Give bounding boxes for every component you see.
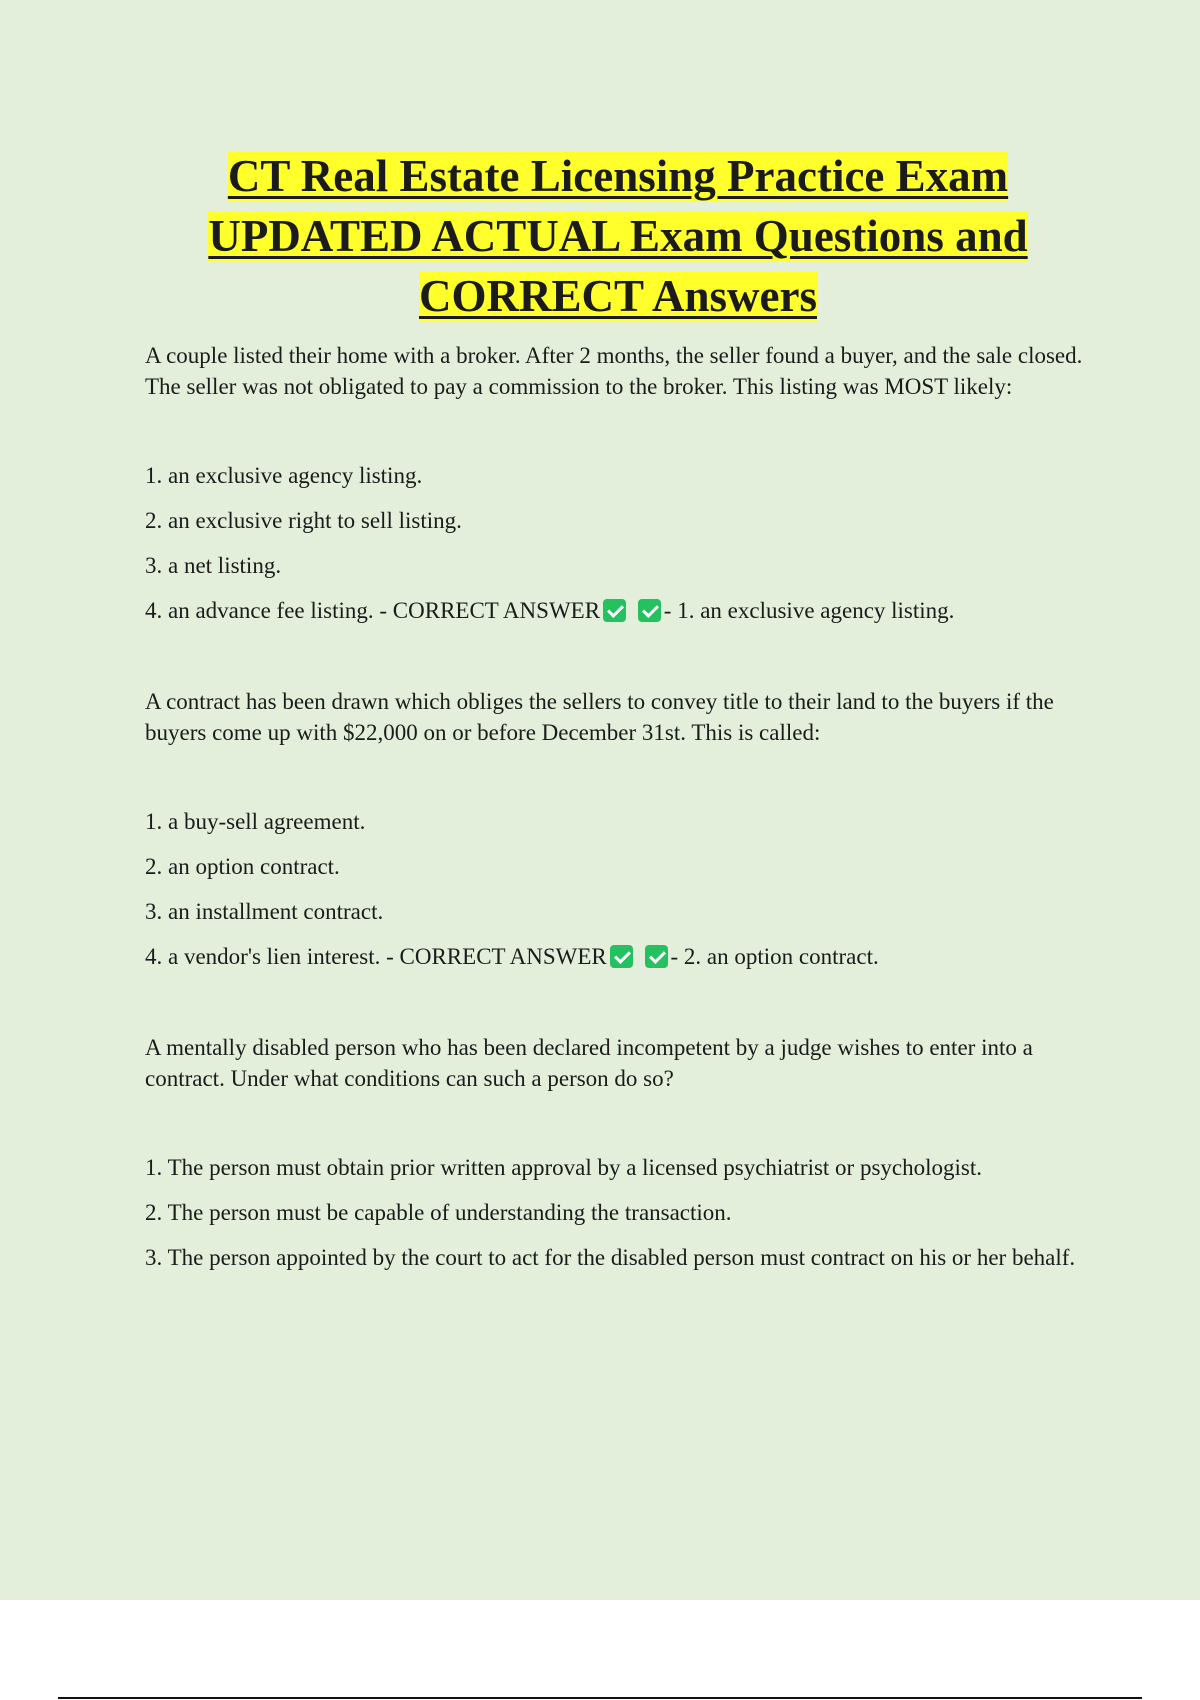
answer-option-text: 4. a vendor's lien interest. - CORRECT ANSWER	[145, 944, 607, 969]
document-title	[145, 146, 1091, 326]
answer-option: 2. an option contract.	[145, 854, 340, 879]
document-title-text: CT Real Estate Licensing Practice Exam UPDATED ACTUAL Exam Questions and CORRECT Answers	[208, 151, 1028, 321]
answer-option-text: 4. an advance fee listing. - CORRECT ANSWER	[145, 598, 601, 623]
answer-option-with-key	[145, 595, 1090, 626]
question-2	[145, 686, 1090, 972]
check-icon	[645, 945, 668, 968]
question-3	[145, 1032, 1090, 1273]
answer-option: 1. an exclusive agency listing.	[145, 463, 423, 488]
answer-option: 1. The person must obtain prior written approval by a licensed psychiatrist or psychologist.	[145, 1155, 982, 1180]
question-text: A couple listed their home with a broker. After 2 months, the seller found a buyer, and the sale closed. The seller was not obligated to pay a commission to the broker. This listing was MOST likely:	[145, 343, 1083, 399]
answer-option-with-key	[145, 941, 1090, 972]
correct-answer-text: - 2. an option contract.	[670, 944, 879, 969]
check-icon	[610, 945, 633, 968]
question-text: A contract has been drawn which obliges the sellers to convey title to their land to the buyers if the buyers come up with $22,000 on or before December 31st. This is called:	[145, 689, 1054, 745]
answer-option: 3. a net listing.	[145, 553, 282, 578]
answer-option: 1. a buy-sell agreement.	[145, 809, 366, 834]
answer-option: 2. an exclusive right to sell listing.	[145, 508, 462, 533]
question-text: A mentally disabled person who has been declared incompetent by a judge wishes to enter into a contract. Under what conditions can such a person do so?	[145, 1035, 1033, 1091]
correct-answer-text: - 1. an exclusive agency listing.	[663, 598, 955, 623]
check-icon	[638, 599, 661, 622]
question-1	[145, 340, 1090, 626]
questions-container	[145, 340, 1090, 1333]
footer-divider	[58, 1697, 1142, 1699]
answer-option: 2. The person must be capable of understanding the transaction.	[145, 1200, 732, 1225]
check-icon	[603, 599, 626, 622]
answer-option: 3. The person appointed by the court to act for the disabled person must contract on his or her behalf.	[145, 1245, 1076, 1270]
answer-option: 3. an installment contract.	[145, 899, 384, 924]
